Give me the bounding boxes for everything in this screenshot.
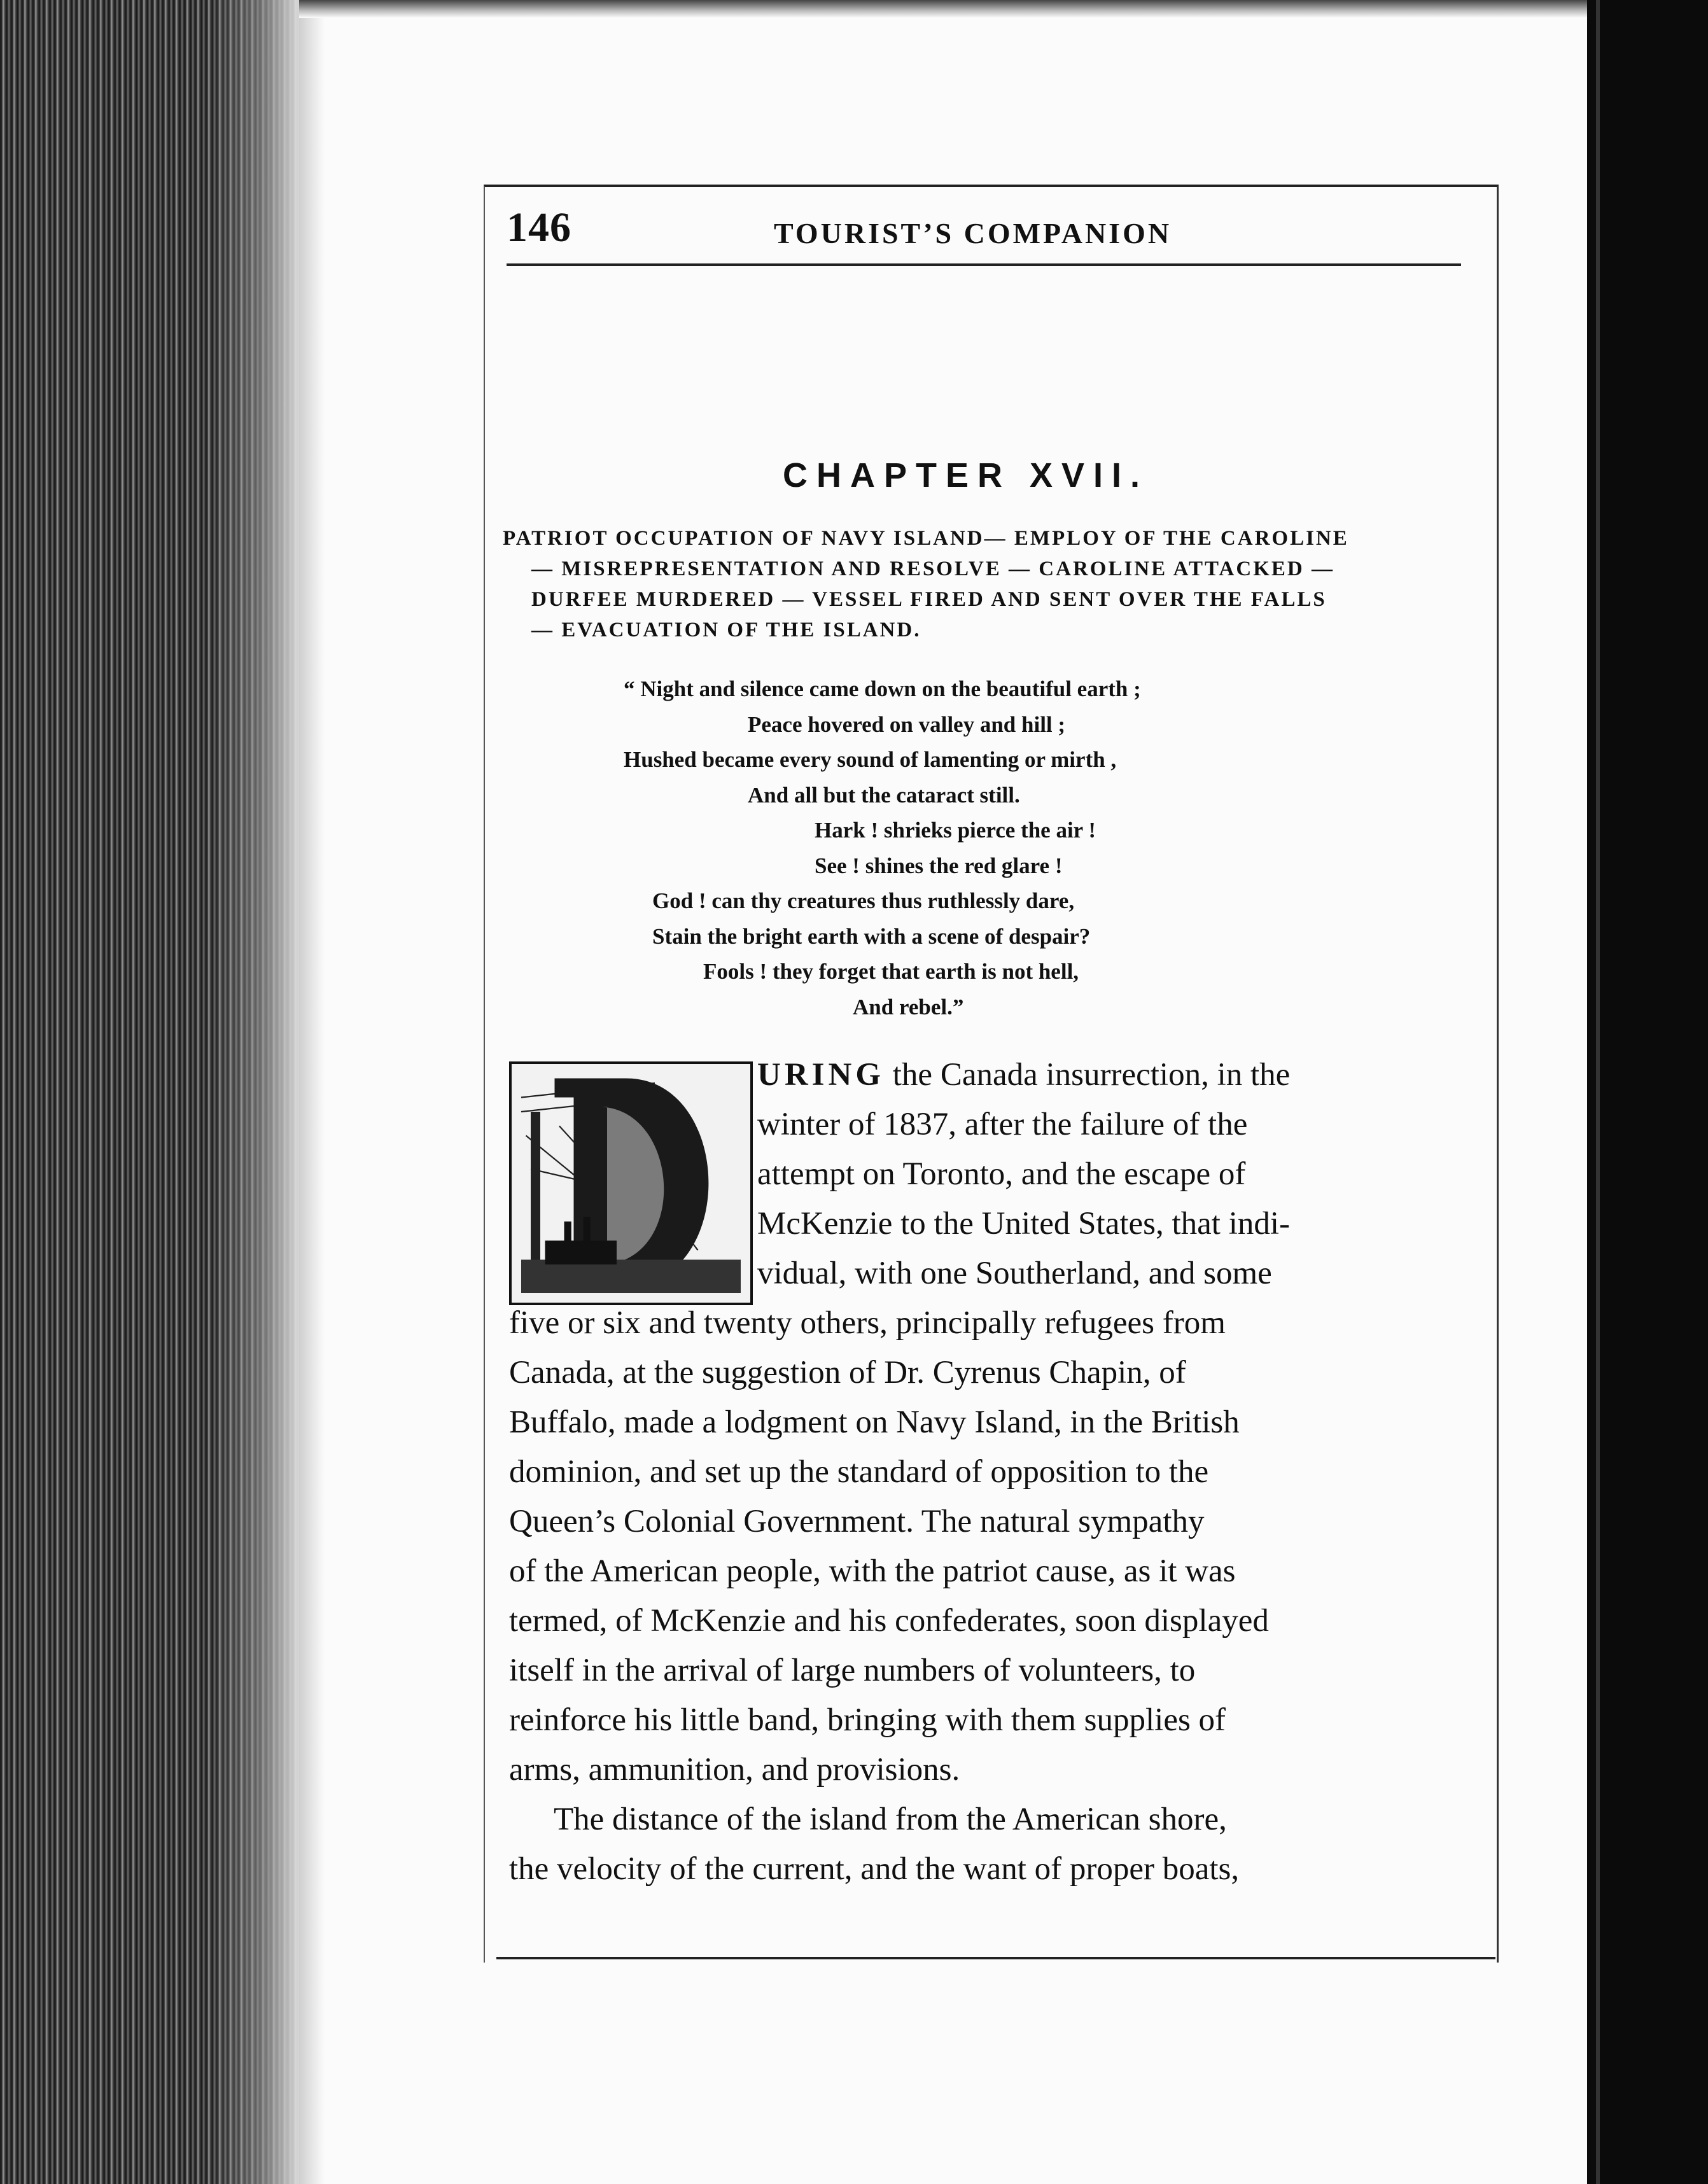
scan-right-line [1596,0,1600,2184]
body-line-text: the Canada insurrection, in the [892,1057,1291,1093]
poem-line: Fools ! they forget that earth is not hell, [703,959,1079,984]
body-line: the velocity of the current, and the want of proper boats, [509,1851,1240,1887]
synopsis-line: — EVACUATION OF THE ISLAND. [531,619,921,641]
body-line: Queen’s Colonial Government. The natural sympathy [509,1504,1205,1539]
poem-line: And rebel.” [853,994,964,1019]
page-edge-fade [210,0,305,2184]
chapter-synopsis [503,523,1476,645]
gutter-shadow [299,0,325,2184]
poem-line: Stain the bright earth with a scene of despair? [652,923,1091,949]
poem-line: Peace hovered on valley and hill ; [748,711,1066,737]
body-line: arms, ammunition, and provisions. [509,1752,960,1788]
body-line: The distance of the island from the American shore, [554,1802,1227,1837]
poem-line: See ! shines the red glare ! [815,853,1063,878]
body-line: termed, of McKenzie and his confederates, soon displayed [509,1603,1269,1639]
header-rule [507,263,1461,266]
epigraph-poem [624,671,1387,1025]
dropcap-ship-illustration [512,1064,750,1303]
body-line: Canada, at the suggestion of Dr. Cyrenus Chapin, of [509,1355,1186,1390]
body-line: vidual, with one Southerland, and some [757,1256,1272,1291]
dropcap-continuation: URING [757,1057,885,1093]
page-frame-bottom-rule [496,1957,1495,1959]
body-line: dominion, and set up the standard of opposition to the [509,1454,1209,1490]
poem-line: Hushed became every sound of lamenting or mirth , [624,747,1117,772]
page-number: 146 [507,204,571,251]
body-line: McKenzie to the United States, that indi- [757,1206,1291,1242]
synopsis-line: PATRIOT OCCUPATION OF NAVY ISLAND— EMPLOY OF THE CAROLINE [503,527,1349,550]
body-line: five or six and twenty others, principally refugees from [509,1305,1226,1341]
body-line: attempt on Toronto, and the escape of [757,1156,1246,1192]
body-line: winter of 1837, after the failure of the [757,1107,1248,1142]
scan-top-border [299,0,1597,18]
synopsis-line: DURFEE MURDERED — VESSEL FIRED AND SENT OVER THE FALLS [531,588,1327,611]
scan-right-border [1587,0,1708,2184]
synopsis-line: — MISREPRESENTATION AND RESOLVE — CAROLINE ATTACKED — [531,557,1334,580]
chapter-title: CHAPTER XVII. [783,456,1149,494]
poem-line: God ! can thy creatures thus ruthlessly dare, [652,888,1075,913]
page-header [507,204,1461,261]
body-line: reinforce his little band, bringing with them supplies of [509,1702,1226,1738]
poem-line: “ Night and silence came down on the beautiful earth ; [624,676,1141,701]
running-head: TOURIST’S COMPANION [774,217,1172,249]
body-line: Buffalo, made a lodgment on Navy Island, in the British [509,1404,1240,1440]
illustrated-dropcap-d [509,1061,753,1305]
poem-line: And all but the cataract still. [748,782,1020,808]
poem-line: Hark ! shrieks pierce the air ! [815,818,1096,843]
body-line [757,1050,1290,1100]
body-line: of the American people, with the patriot cause, as it was [509,1553,1236,1589]
body-line: itself in the arrival of large numbers of volunteers, to [509,1653,1196,1688]
